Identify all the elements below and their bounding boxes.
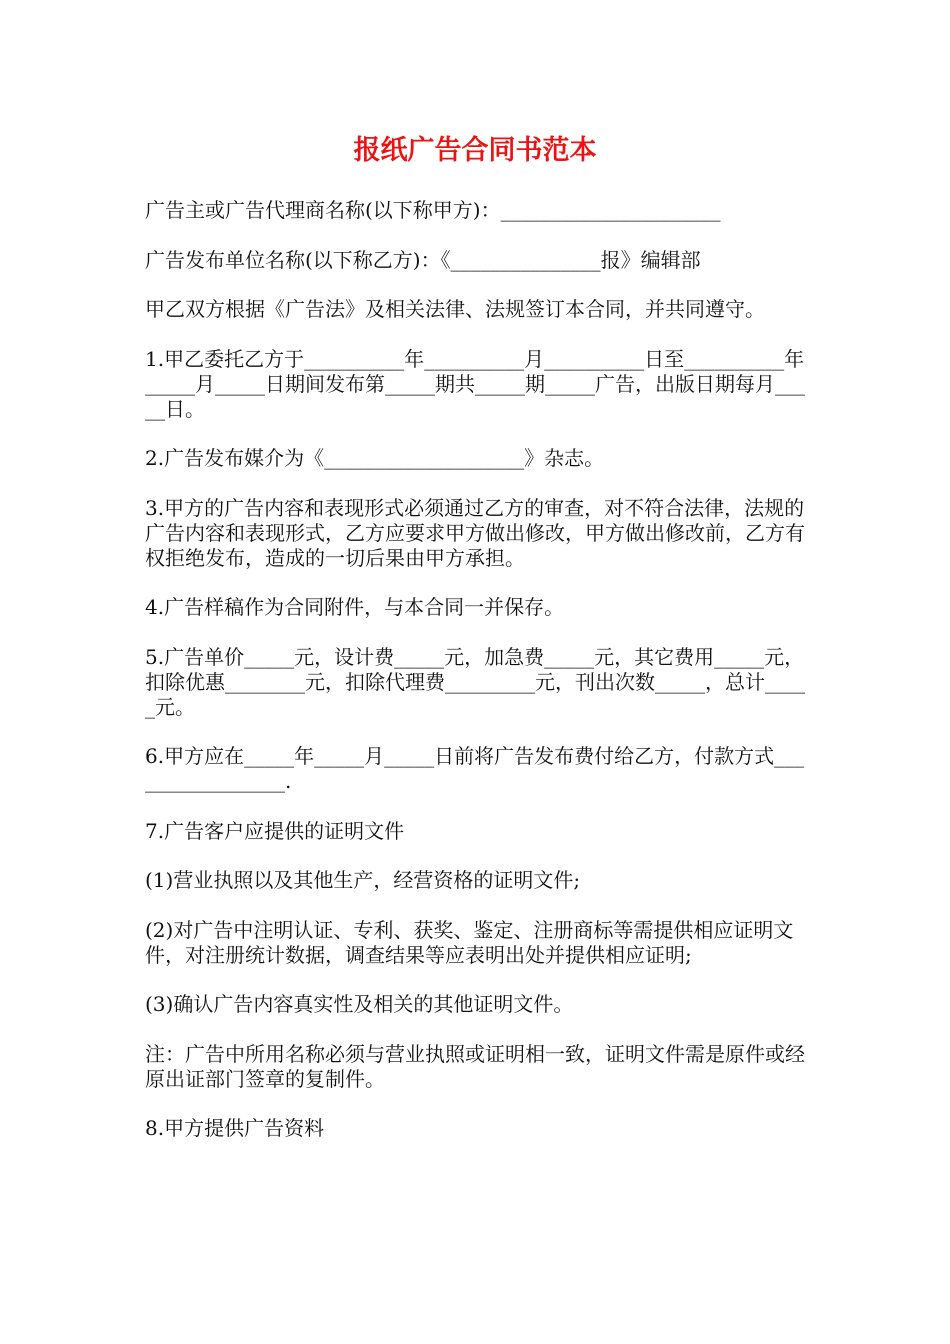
clause-7-item-1: (1)营业执照以及其他生产，经营资格的证明文件;: [145, 868, 581, 892]
document-title: 报纸广告合同书范本: [353, 135, 597, 166]
clause-6: 6.甲方应在_____年_____月_____日前将广告发布费付给乙方，付款方式_________________.: [145, 744, 805, 793]
clause-7-item-2: (2)对广告中注明认证、专利、获奖、鉴定、注册商标等需提供相应证明文件，对注册统计数据，调查结果等应表明出处并提供相应证明;: [145, 917, 794, 967]
document-body: [145, 198, 813, 1166]
party-b-line: 广告发布单位名称(以下称乙方)：《_______________报》编辑部: [145, 247, 701, 272]
clause-2: 2.广告发布媒介为《____________________》杂志。: [145, 446, 605, 470]
clause-4: 4.广告样稿作为合同附件，与本合同一并保存。: [145, 595, 565, 619]
clause-8: 8.甲方提供广告资料: [145, 1116, 325, 1140]
preamble-paragraph: 甲乙双方根据《广告法》及相关法律、法规签订本合同，并共同遵守。: [145, 297, 765, 321]
note-paragraph: 注：广告中所用名称必须与营业执照或证明相一致，证明文件需是原件或经原出证部门签章的复制件。: [145, 1041, 805, 1091]
clause-7: 7.广告客户应提供的证明文件: [145, 818, 405, 843]
clause-7-item-3: (3)确认广告内容真实性及相关的其他证明文件。: [145, 992, 574, 1016]
party-a-line: 广告主或广告代理商名称(以下称甲方)：______________________: [145, 198, 721, 222]
clause-5: 5.广告单价_____元，设计费_____元，加急费_____元，其它费用_____元，扣除优惠________元，扣除代理费_________元，刊出次数_____，总计_____元。: [145, 644, 805, 719]
clause-3: 3.甲方的广告内容和表现形式必须通过乙方的审查，对不符合法律，法规的广告内容和表现形式，乙方应要求甲方做出修改，甲方做出修改前，乙方有权拒绝发布，造成的一切后果由甲方承担。: [145, 495, 805, 570]
clause-1: 1.甲乙委托乙方于__________年__________月__________日至__________年_____月_____日期间发布第_____期共_____期_____广告，出版日期每月_____日。: [145, 346, 805, 421]
